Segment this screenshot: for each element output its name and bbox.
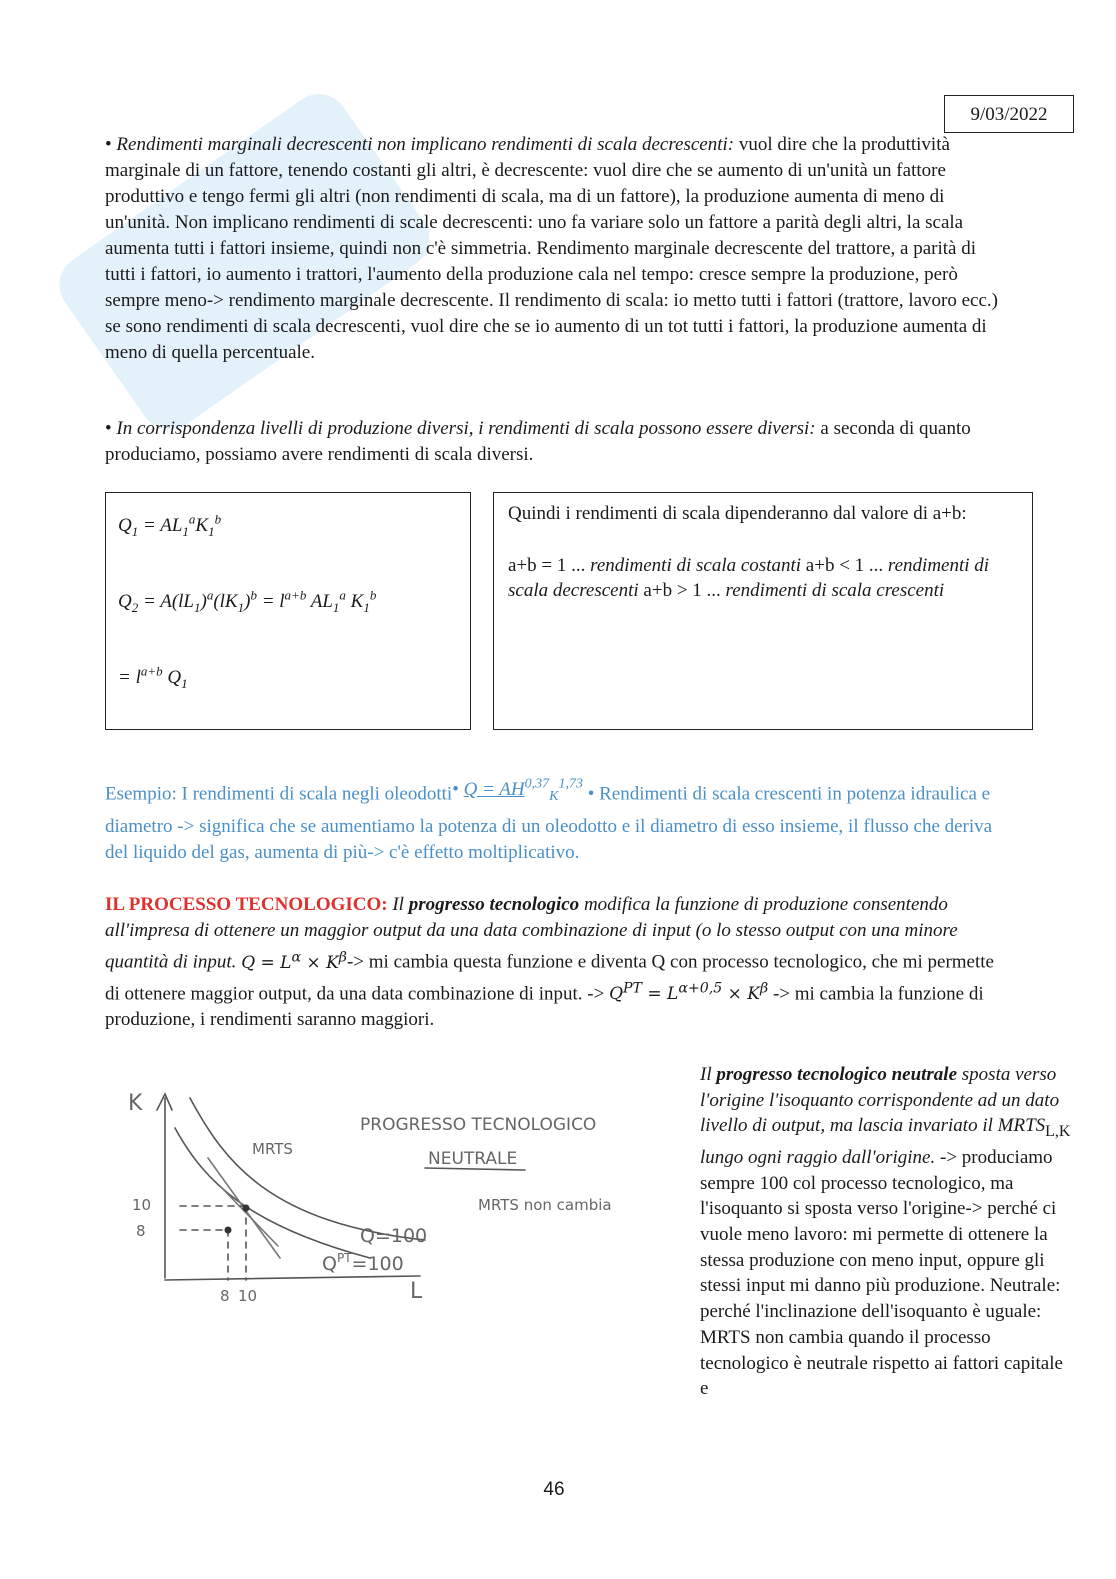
y-tick-10: 10 — [132, 1196, 152, 1214]
neutral-progress-text: Il progresso tecnologico neutrale sposta verso l'origine l'isoquanto corrispondente ad un dato livello di output, ma lascia invariato il $MRTS_{L,K}$ lungo ogni raggio dall'origine. -> produciamo sempre 100 col processo tecnologico, ma l'isoquanto si sposta verso l'origine-> perché ci vuole meno lavoro: mi permette di ottenere la stessa produzione con meno input, oppure gli stessi input mi danno più produzione. Neutrale: perché l'inclinazione dell'isoquanto è uguale: MRTS non cambia quando il processo tecnologico è neutrale rispetto ai fattori capitale e — [700, 1064, 1071, 1400]
paragraph-lead: In corrispondenza livelli di produzione diversi, i rendimenti di scala possono essere diversi: — [116, 418, 816, 439]
paragraph-marginal-returns: • Rendimenti marginali decrescenti non implicano rendimenti di scala decrescenti: vuol dire che la produttività marginale di un fattore, tenendo costanti gli altri, è decrescente: vuol dire che se aumento di un'unità un fattore produttivo e tengo fermi gli altri (non rendimenti di scala, ma di un fattore), la produzione aumenta di meno di un'unità. Non implicano rendimenti di scale decrescenti: uno fa variare solo un fattore a parità degli altri, la scala aumenta tutti i fattori insieme, quindi non c'è simmetria. Rendimento marginale decrescente del trattore, a parità di tutti i fattori, io aumento i trattori, l'aumento della produzione cala nel tempo: cresce sempre la produzione, però sempre meno-> rendimento marginale decrescente. Il rendimento di scala: io metto tutti i fattori (trattore, lavoro ecc.) se sono rendimenti di scala decrescenti, vuol dire che se io aumento di un tot tutti i fattori, la produzione aumenta di meno di quella percentuale. — [105, 134, 998, 363]
paragraph-lead: Rendimenti marginali decrescenti non implicano rendimenti di scala decrescenti: — [116, 134, 735, 155]
equation-q2-result: = $l^{a+b}$ $Q_1$ — [118, 663, 188, 691]
paragraph-scale-returns: • In corrispondenza livelli di produzione diversi, i rendimenti di scala possono essere diversi: a seconda di quanto produciamo, possiamo avere rendimenti di scala diversi. — [105, 418, 971, 465]
date-box: 9/03/2022 — [944, 95, 1074, 133]
production-function: $Q = L^\alpha \times K^\beta$ — [241, 949, 347, 973]
equation-q2: $Q_2 = A(lL_1)^a(lK_1)^b = l^{a+b}$ $AL_1^a$ $K_1^b$ — [118, 587, 377, 615]
mrts-tangent-2 — [220, 1186, 278, 1246]
l-axis — [165, 1276, 420, 1280]
l-axis-label: L — [410, 1279, 423, 1304]
pipeline-example: Esempio: I rendimenti di scala negli oleodotti• Q = AH$^{0,37}_K^{1,73}$ • Rendimenti di scala crescenti in potenza idraulica e diametro -> significa che se aumentiamo la potenza di un oleodotto e il diametro di esso insieme, il flusso che deriva del liquido del gas, aumenta di più-> c'è effetto moltiplicativo. — [105, 777, 993, 864]
mrts-label: MRTS — [252, 1140, 293, 1158]
mrts-note: MRTS non cambia — [478, 1196, 612, 1214]
point-q100 — [243, 1205, 250, 1212]
pipeline-formula: • Q = AH$^{0,37}_K^{1,73}$ — [452, 777, 583, 805]
label-qpt: $Q^{PT}=100$ — [322, 1251, 404, 1275]
formula-box — [105, 492, 471, 730]
sketch-title-2: NEUTRALE — [428, 1149, 518, 1169]
returns-box: Quindi i rendimenti di scala dipenderanno dal valore di a+b: a+b = 1 ... rendimenti di scala costanti a+b < 1 ... rendimenti di scala decrescenti a+b > 1 ... rendimenti di scala crescenti — [493, 492, 1033, 730]
label-q100: Q=100 — [360, 1225, 428, 1247]
page-number: 46 — [543, 1479, 565, 1500]
point-qpt — [225, 1227, 232, 1234]
sketch-title-1: PROGRESSO TECNOLOGICO — [360, 1115, 597, 1135]
x-tick-8: 8 — [220, 1287, 230, 1305]
equation-q1: $Q_1 = AL_1^aK_1^b$ — [118, 511, 222, 539]
section-heading: IL PROCESSO TECNOLOGICO: — [105, 894, 388, 915]
isoquant-sketch — [120, 1058, 640, 1318]
k-axis-label: K — [128, 1091, 143, 1116]
returns-intro: Quindi i rendimenti di scala dipenderanno dal valore di a+b: — [508, 503, 967, 524]
production-function-pt: $Q^{PT} = L^{\alpha+0,5} \times K^\beta$ — [609, 980, 769, 1005]
y-tick-8: 8 — [136, 1222, 146, 1240]
tech-process-section: IL PROCESSO TECNOLOGICO: Il progresso tecnologico modifica la funzione di produzione consentendo all'impresa di ottenere un maggior output da una data combinazione di input (o lo stesso output con una minore quantità di input. $Q = L^\alpha \times K^\beta->$ mi cambia questa funzione e diventa Q con processo tecnologico, che mi permette di ottenere maggior output, da una data combinazione di input. -> $Q^{PT} = L^{\alpha+0,5} \times K^\beta$ -> mi cambia la funzione di produzione, i rendimenti saranno maggiori. — [105, 894, 994, 1031]
x-tick-10: 10 — [238, 1287, 258, 1305]
